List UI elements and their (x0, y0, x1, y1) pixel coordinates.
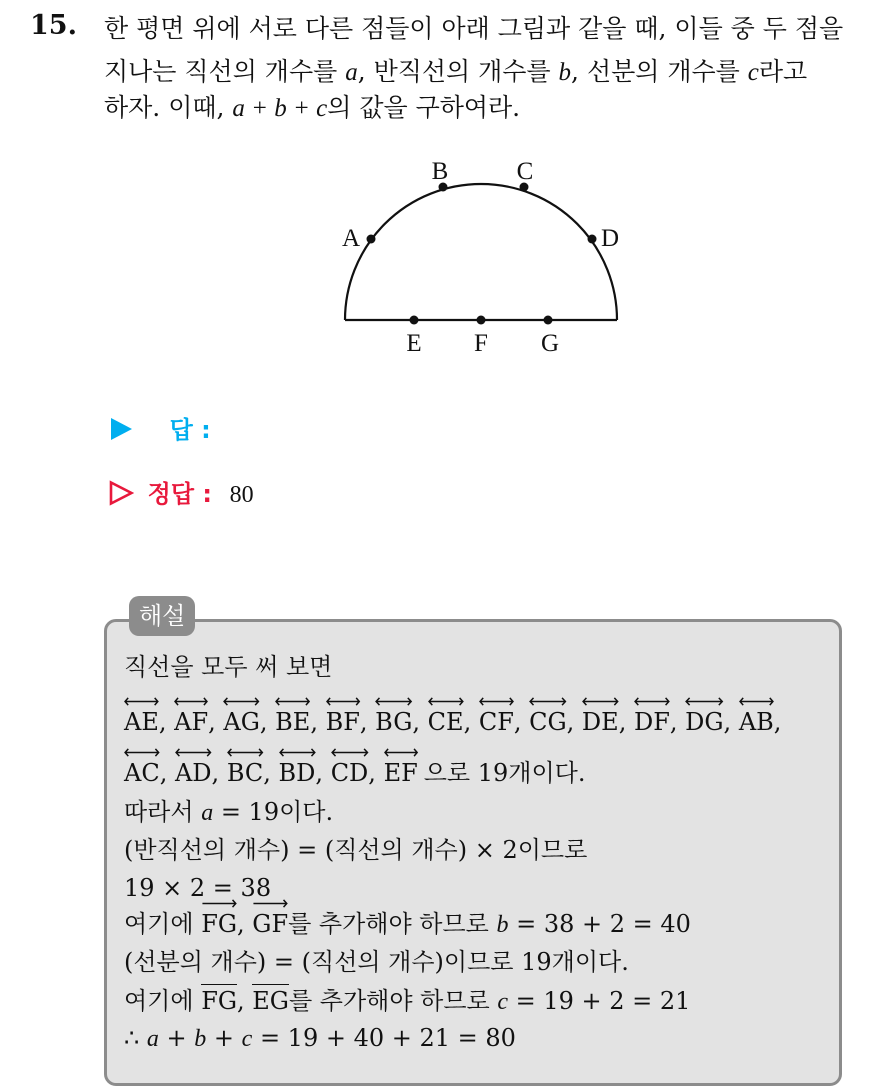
line-notation: DG (685, 706, 723, 738)
double-arrow-icon (634, 697, 670, 706)
solution-line-9: 여기에 FG, EG를 추가해야 하므로 c = 19 + 2 = 21 (124, 984, 690, 1018)
question-number: 15. (30, 10, 77, 41)
label-a: A (341, 225, 361, 252)
line-notation: CG (529, 706, 567, 738)
play-triangle-icon (108, 416, 134, 442)
label-c: C (516, 158, 534, 185)
line-notation: DF (634, 706, 670, 738)
line-notation: BD (279, 757, 316, 789)
line-notation: AB (739, 706, 774, 738)
line-notation: BF (326, 706, 360, 738)
line-notation: AE (124, 706, 159, 738)
label-b: B (431, 158, 449, 185)
double-arrow-icon (685, 697, 723, 706)
outline-triangle-icon (108, 480, 134, 506)
double-arrow-icon (175, 748, 212, 757)
ray-notation: GF (252, 908, 288, 940)
solution-line-4: 따라서 a = 19이다. (124, 798, 334, 826)
question-line-1: 한 평면 위에 서로 다른 점들이 아래 그림과 같을 때, 이들 중 두 점을 (104, 14, 844, 43)
point-d (588, 235, 597, 244)
label-e: E (406, 330, 422, 357)
correct-answer-row (108, 474, 254, 509)
double-arrow-icon (428, 697, 464, 706)
line-notation: AC (124, 757, 160, 789)
solution-tag: 해설 (129, 596, 195, 636)
question-line-3: 하자. 이때, a + b + c의 값을 구하여라. (104, 93, 521, 122)
double-arrow-icon (582, 697, 619, 706)
line-notation: CE (428, 706, 464, 738)
point-g (544, 316, 553, 325)
row2-tail: 으로 19개이다. (423, 759, 586, 787)
double-arrow-icon (326, 697, 360, 706)
line-notation: AF (174, 706, 208, 738)
line-notation: BE (275, 706, 310, 738)
label-d: D (600, 225, 620, 252)
answer-row (108, 410, 211, 445)
double-arrow-icon (479, 697, 514, 706)
double-arrow-icon (275, 697, 310, 706)
label-f: F (474, 330, 488, 357)
line-notation: AD (175, 757, 212, 789)
ray-notation: FG (201, 908, 237, 940)
double-arrow-icon (384, 748, 418, 757)
point-a (367, 235, 376, 244)
double-arrow-icon (124, 748, 160, 757)
correct-answer-value: 80 (229, 482, 254, 508)
right-arrow-icon (201, 899, 237, 908)
double-arrow-icon (331, 748, 369, 757)
line-notation: AG (223, 706, 260, 738)
double-arrow-icon (529, 697, 567, 706)
double-arrow-icon (279, 748, 316, 757)
line-notation: BG (375, 706, 412, 738)
question-line-2: 지나는 직선의 개수를 a, 반직선의 개수를 b, 선분의 개수를 c라고 (104, 57, 808, 86)
label-g: G (540, 330, 560, 357)
double-arrow-icon (174, 697, 208, 706)
line-notation: EF (384, 757, 418, 789)
solution-line-6: 19 × 2 = 38 (124, 874, 272, 902)
segment-notation: FG (201, 984, 237, 1017)
semicircle-figure (330, 150, 630, 360)
correct-answer-label: 정답 : (147, 480, 212, 508)
line-notation: DE (582, 706, 619, 738)
double-arrow-icon (375, 697, 412, 706)
point-f (477, 316, 486, 325)
double-arrow-icon (227, 748, 263, 757)
answer-label: 답 : (169, 416, 211, 444)
line-notation: CF (479, 706, 514, 738)
right-arrow-icon (252, 899, 288, 908)
point-e (410, 316, 419, 325)
double-arrow-icon (223, 697, 260, 706)
solution-lines-row-2: AC, AD, BC, BD, CD, EF 으로 19개이다. (124, 757, 585, 789)
solution-line-5: (반직선의 개수) = (직선의 개수) × 2이므로 (124, 836, 588, 864)
semicircle-arc (345, 184, 620, 320)
solution-line-7: 여기에 FG, GF를 추가해야 하므로 b = 38 + 2 = 40 (124, 908, 691, 941)
line-notation: CD (331, 757, 369, 789)
solution-line-10: ∴ a + b + c = 19 + 40 + 21 = 80 (124, 1024, 516, 1052)
line-notation: BC (227, 757, 263, 789)
double-arrow-icon (124, 697, 159, 706)
solution-line-1: 직선을 모두 써 보면 (124, 653, 333, 681)
solution-line-8: (선분의 개수) = (직선의 개수)이므로 19개이다. (124, 948, 629, 976)
solution-lines-row-1: AE, AF, AG, BE, BF, BG, CE, CF, CG, DE, DF, DG, AB, (124, 706, 781, 738)
double-arrow-icon (739, 697, 774, 706)
segment-notation: EG (252, 984, 289, 1017)
